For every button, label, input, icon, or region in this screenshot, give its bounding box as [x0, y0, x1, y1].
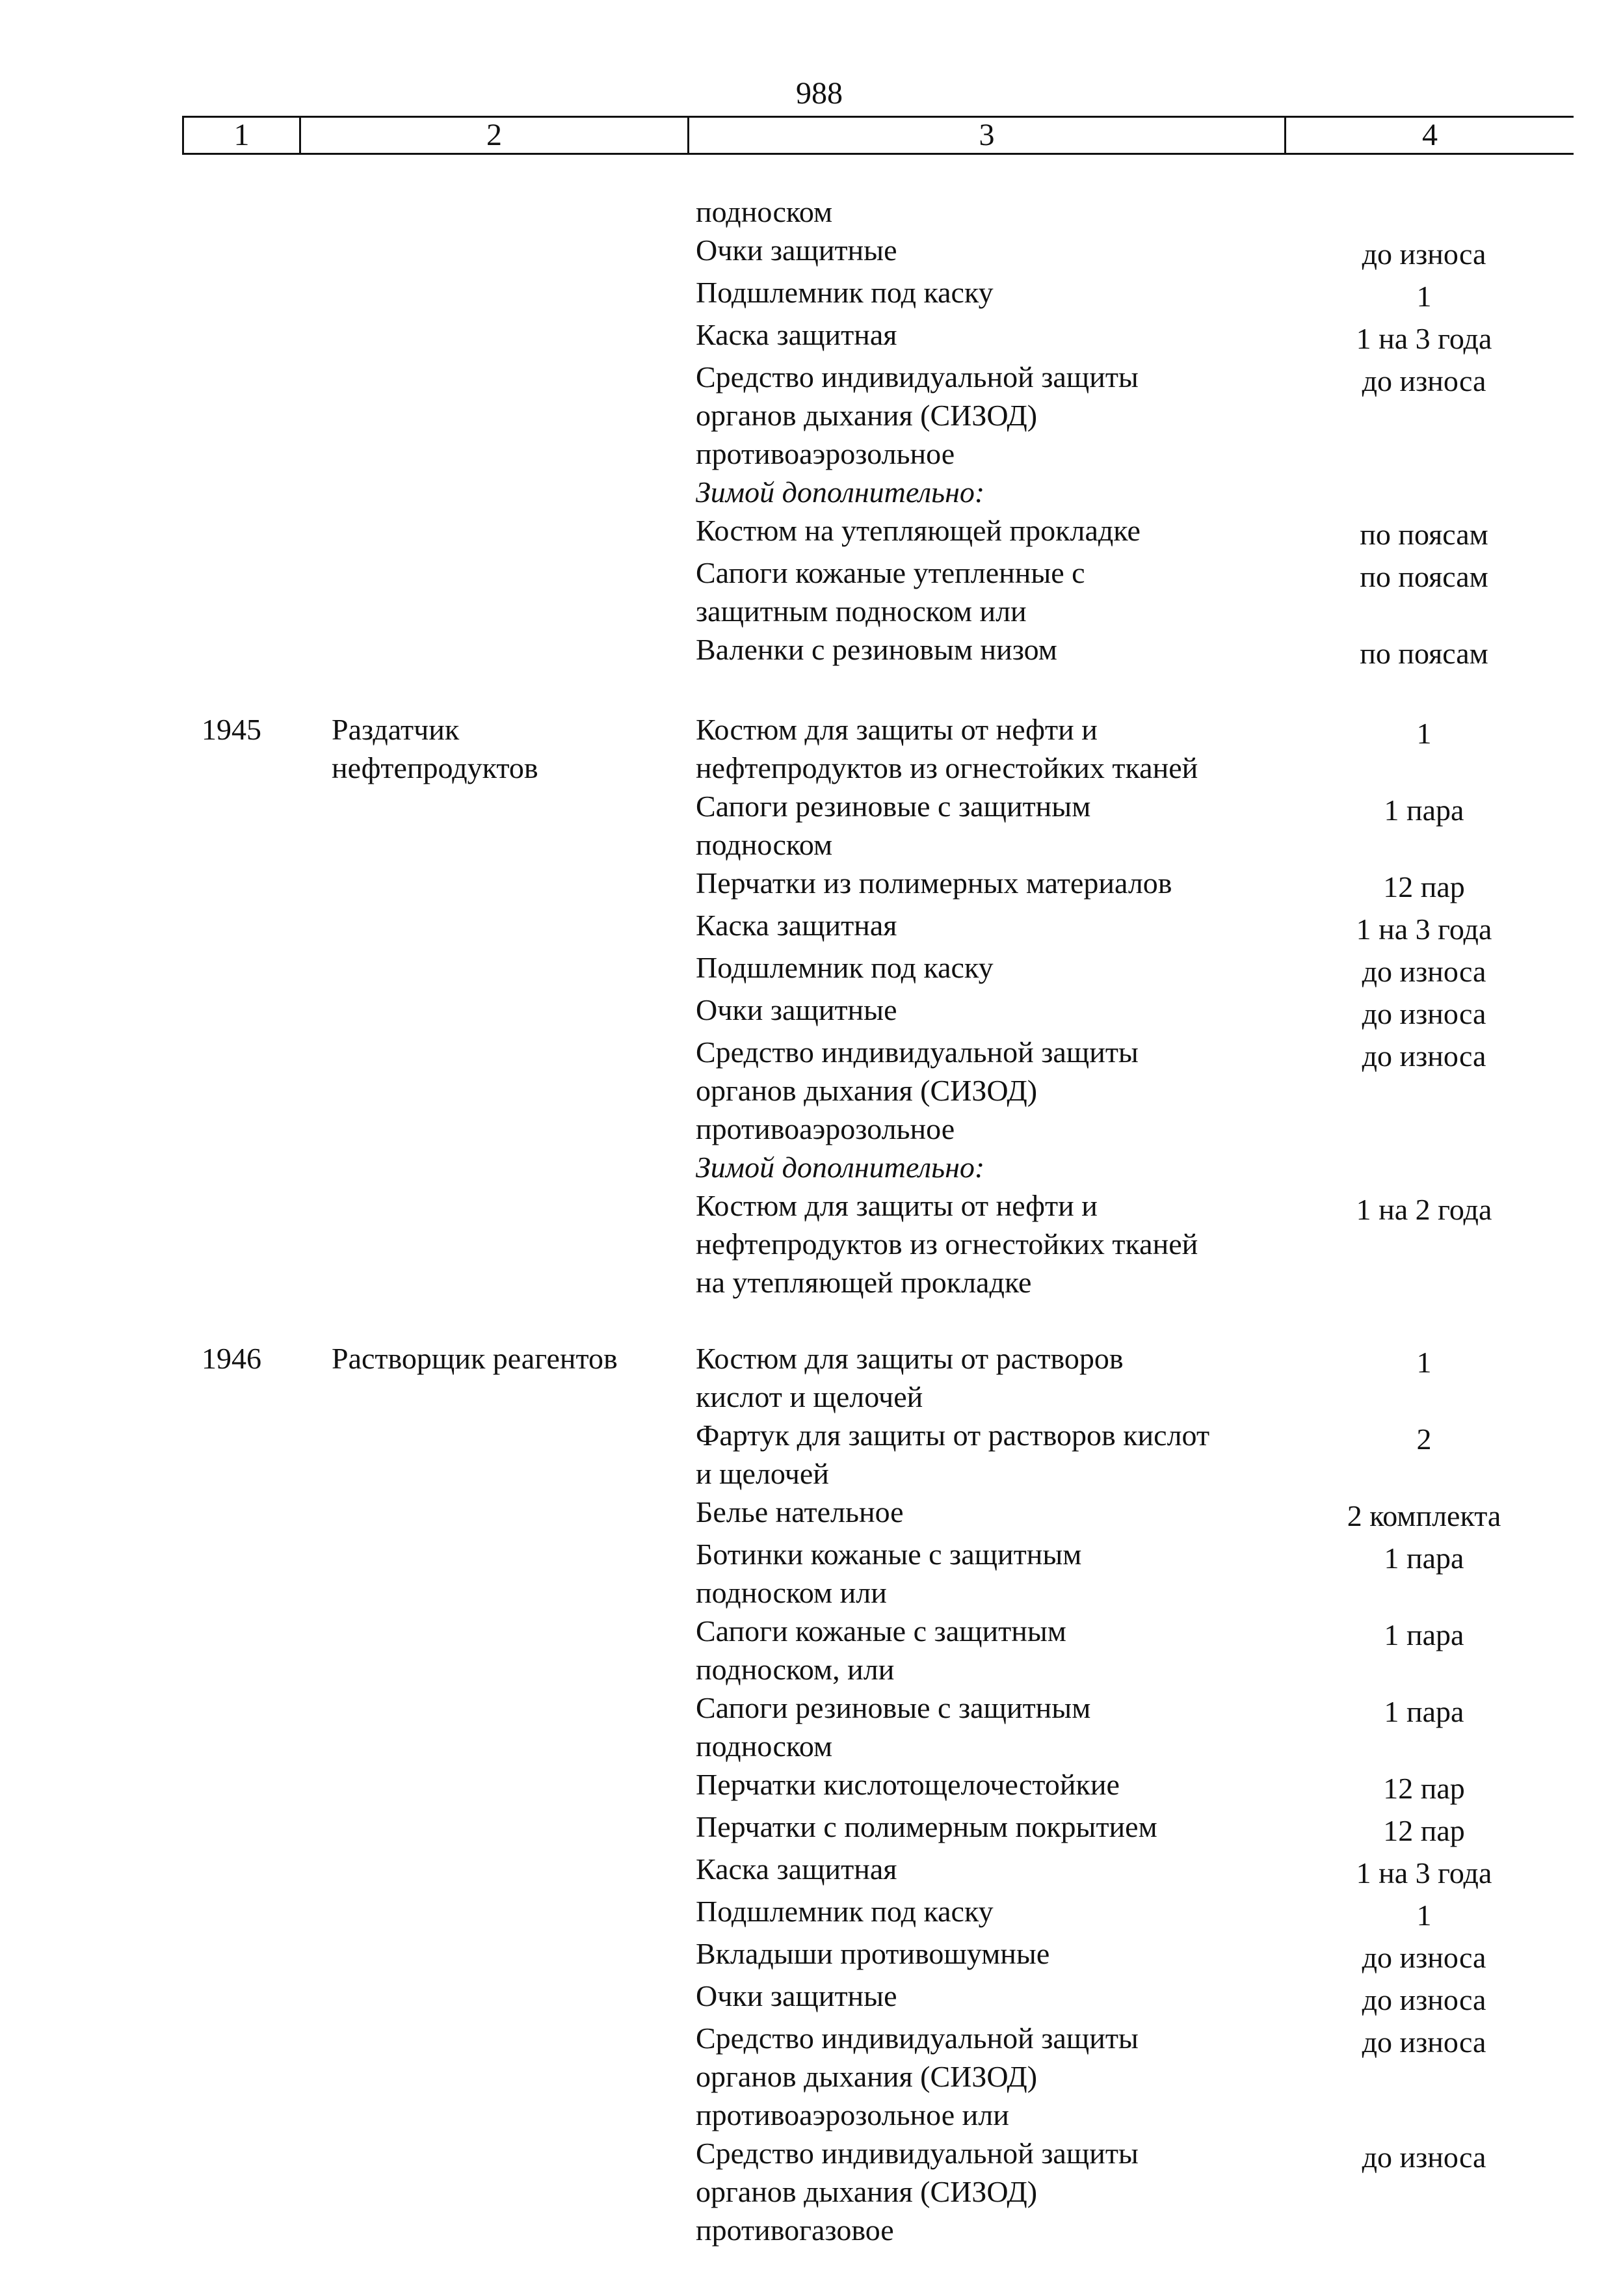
page-number: 988	[796, 76, 843, 111]
ppe-name	[689, 473, 1294, 511]
header-col-1: 1	[184, 118, 301, 153]
ppe-norm-text: до износа	[1362, 2025, 1486, 2059]
ppe-name-text: Каска защитная	[696, 909, 897, 942]
ppe-norm	[1294, 511, 1554, 554]
ppe-norm-text: 1 пара	[1384, 1695, 1464, 1728]
ppe-norm	[1294, 231, 1554, 273]
header-col-2: 2	[301, 118, 689, 153]
ppe-name	[689, 1808, 1294, 1850]
list-item	[689, 1892, 1554, 1934]
list-item	[689, 991, 1554, 1033]
ppe-norm	[1294, 1934, 1554, 1977]
ppe-name	[689, 1934, 1294, 1977]
ppe-items	[689, 1339, 1554, 2249]
entry-number-text: 1946	[202, 1342, 261, 1375]
ppe-name-text: Костюм для защиты от растворов кислот и щелочей	[696, 1342, 1124, 1413]
ppe-norm	[1294, 1689, 1554, 1765]
ppe-name	[689, 1339, 1294, 1416]
ppe-name	[689, 1765, 1294, 1808]
ppe-norm-text: до износа	[1362, 2141, 1486, 2174]
ppe-norm-text: до износа	[1362, 364, 1486, 397]
ppe-norm-text: 1	[1416, 717, 1432, 750]
ppe-norm	[1294, 710, 1554, 787]
ppe-name	[689, 2019, 1294, 2134]
ppe-name	[689, 511, 1294, 554]
ppe-name-text: Очки защитные	[696, 234, 897, 267]
ppe-norm	[1294, 2019, 1554, 2134]
ppe-norm-text: 1 на 3 года	[1356, 913, 1492, 946]
ppe-name	[689, 1850, 1294, 1892]
list-item	[689, 2134, 1554, 2249]
ppe-name	[689, 1148, 1294, 1186]
header-col-3: 3	[689, 118, 1286, 153]
ppe-norm	[1294, 906, 1554, 948]
ppe-norm	[1294, 1535, 1554, 1612]
profession-title	[332, 710, 689, 1302]
profession-title	[332, 193, 689, 673]
list-item	[689, 1033, 1554, 1148]
ppe-norm-text: 1	[1416, 1899, 1432, 1932]
ppe-norm-text: 1 пара	[1384, 1618, 1464, 1651]
ppe-norm-text: до износа	[1362, 1983, 1486, 2016]
ppe-name	[689, 1416, 1294, 1493]
ppe-norm	[1294, 787, 1554, 864]
ppe-norm	[1294, 2134, 1554, 2249]
list-item	[689, 906, 1554, 948]
list-item	[689, 358, 1554, 473]
ppe-name	[689, 948, 1294, 991]
list-item	[689, 948, 1554, 991]
ppe-norm	[1294, 554, 1554, 630]
list-item	[689, 2019, 1554, 2134]
ppe-norm	[1294, 193, 1554, 231]
ppe-name	[689, 1612, 1294, 1689]
list-item	[689, 511, 1554, 554]
ppe-norm	[1294, 1892, 1554, 1934]
entry-number-text: 1945	[202, 713, 261, 746]
ppe-norm-text: до износа	[1362, 1039, 1486, 1073]
list-item	[689, 1689, 1554, 1765]
ppe-norm	[1294, 1186, 1554, 1302]
ppe-name-text: Подшлемник под каску	[696, 276, 994, 309]
ppe-name-text: Средство индивидуальной защиты органов дыхания (СИЗОД) противоаэрозольное	[696, 360, 1139, 470]
table-row	[0, 1339, 1623, 2249]
ppe-name-text: Валенки с резиновым низом	[696, 633, 1057, 666]
list-item	[689, 1934, 1554, 1977]
ppe-norm-text: 1 пара	[1384, 794, 1464, 827]
ppe-norm-text: 12 пар	[1383, 1814, 1465, 1847]
profession-title-text: Раздатчик нефтепродуктов	[332, 713, 538, 784]
ppe-name	[689, 1186, 1294, 1302]
ppe-name-text: Подшлемник под каску	[696, 1895, 994, 1928]
ppe-items	[689, 710, 1554, 1302]
ppe-norm-text: 1 на 2 года	[1356, 1193, 1492, 1226]
ppe-norm	[1294, 1416, 1554, 1493]
ppe-norm	[1294, 1493, 1554, 1535]
ppe-name-text: подноском	[696, 195, 833, 228]
ppe-norm	[1294, 358, 1554, 473]
list-item	[689, 273, 1554, 315]
ppe-name-text: Костюм для защиты от нефти и нефтепродуктов из огнестойких тканей на утепляющей прокладке	[696, 1189, 1198, 1299]
ppe-name-text: Каска защитная	[696, 318, 897, 351]
ppe-name-text: Костюм для защиты от нефти и нефтепродуктов из огнестойких тканей	[696, 713, 1198, 784]
list-item	[689, 630, 1554, 673]
ppe-norm-text: по поясам	[1360, 518, 1488, 551]
ppe-norm	[1294, 948, 1554, 991]
ppe-name	[689, 991, 1294, 1033]
list-item	[689, 1186, 1554, 1302]
list-item	[689, 1339, 1554, 1416]
ppe-norm-text: 12 пар	[1383, 870, 1465, 903]
ppe-norm	[1294, 1850, 1554, 1892]
table-body	[0, 193, 1623, 2249]
ppe-norm	[1294, 864, 1554, 906]
ppe-name-text: Ботинки кожаные с защитным подноском или	[696, 1538, 1082, 1609]
ppe-items	[689, 193, 1554, 673]
ppe-name	[689, 315, 1294, 358]
ppe-name-text: Сапоги резиновые с защитным подноском	[696, 1691, 1091, 1763]
header-col-4: 4	[1422, 118, 1438, 152]
ppe-name	[689, 1493, 1294, 1535]
ppe-name	[689, 554, 1294, 630]
entry-gap	[0, 1302, 1623, 1339]
list-item	[689, 1765, 1554, 1808]
ppe-name	[689, 906, 1294, 948]
ppe-name-text: Средство индивидуальной защиты органов дыхания (СИЗОД) противоаэрозольное	[696, 1035, 1139, 1145]
list-item	[689, 315, 1554, 358]
ppe-name	[689, 2134, 1294, 2249]
list-item	[689, 231, 1554, 273]
list-item	[689, 787, 1554, 864]
ppe-name-text: Сапоги кожаные утепленные с защитным подноском или	[696, 556, 1085, 628]
ppe-name-text: Подшлемник под каску	[696, 951, 994, 984]
ppe-name-text: Белье нательное	[696, 1495, 904, 1528]
profession-title-text: Растворщик реагентов	[332, 1342, 618, 1375]
ppe-name-text: Очки защитные	[696, 993, 897, 1026]
list-item	[689, 710, 1554, 787]
table-row	[0, 710, 1623, 1302]
list-item	[689, 193, 1554, 231]
ppe-name-text: Сапоги кожаные с защитным подноском, или	[696, 1614, 1066, 1686]
ppe-name	[689, 710, 1294, 787]
list-item	[689, 1493, 1554, 1535]
list-item	[689, 554, 1554, 630]
ppe-norm	[1294, 1765, 1554, 1808]
ppe-name	[689, 1892, 1294, 1934]
profession-title	[332, 1339, 689, 2249]
ppe-name-text: Зимой дополнительно:	[696, 1151, 985, 1184]
ppe-name-text: Перчатки кислотощелочестойкие	[696, 1768, 1120, 1801]
ppe-name	[689, 1689, 1294, 1765]
ppe-norm-text: 2	[1416, 1422, 1432, 1456]
entry-gap	[0, 673, 1623, 710]
ppe-norm	[1294, 1033, 1554, 1148]
list-item	[689, 864, 1554, 906]
ppe-name-text: Очки защитные	[696, 1979, 897, 2012]
list-item	[689, 1148, 1554, 1186]
list-item	[689, 1612, 1554, 1689]
list-item	[689, 1416, 1554, 1493]
ppe-norm	[1294, 1148, 1554, 1186]
ppe-norm	[1294, 1808, 1554, 1850]
ppe-name	[689, 1977, 1294, 2019]
ppe-norm-text: до износа	[1362, 997, 1486, 1030]
ppe-norm	[1294, 991, 1554, 1033]
ppe-norm-text: 1	[1416, 1346, 1432, 1379]
ppe-norm-text: 1 на 3 года	[1356, 322, 1492, 355]
ppe-norm	[1294, 1339, 1554, 1416]
ppe-name-text: Каска защитная	[696, 1852, 897, 1886]
ppe-norm-text: по поясам	[1360, 560, 1488, 593]
ppe-norm-text: 1	[1416, 280, 1432, 313]
entry-number	[0, 1339, 332, 2249]
ppe-name-text: Фартук для защиты от растворов кислот и щелочей	[696, 1419, 1210, 1490]
ppe-name-text: Средство индивидуальной защиты органов дыхания (СИЗОД) противоаэрозольное или	[696, 2022, 1139, 2131]
ppe-norm	[1294, 315, 1554, 358]
ppe-norm-text: 2 комплекта	[1347, 1499, 1501, 1532]
ppe-norm	[1294, 273, 1554, 315]
ppe-name	[689, 358, 1294, 473]
ppe-norm	[1294, 1612, 1554, 1689]
list-item	[689, 1850, 1554, 1892]
ppe-name	[689, 864, 1294, 906]
ppe-name	[689, 630, 1294, 673]
list-item	[689, 473, 1554, 511]
ppe-norm-text: до износа	[1362, 955, 1486, 988]
ppe-name	[689, 1535, 1294, 1612]
ppe-norm-text: до износа	[1362, 1941, 1486, 1974]
ppe-name-text: Костюм на утепляющей прокладке	[696, 514, 1141, 547]
ppe-name-text: Сапоги резиновые с защитным подноском	[696, 790, 1091, 861]
ppe-norm	[1294, 630, 1554, 673]
list-item	[689, 1535, 1554, 1612]
ppe-name	[689, 231, 1294, 273]
table-header	[182, 116, 1574, 155]
list-item	[689, 1977, 1554, 2019]
ppe-name-text: Перчатки из полимерных материалов	[696, 866, 1172, 900]
ppe-name-text: Вкладыши противошумные	[696, 1937, 1050, 1970]
ppe-name	[689, 787, 1294, 864]
table-row	[0, 193, 1623, 673]
ppe-norm	[1294, 473, 1554, 511]
entry-number	[0, 193, 332, 673]
ppe-name-text: Зимой дополнительно:	[696, 475, 985, 509]
ppe-name-text: Средство индивидуальной защиты органов дыхания (СИЗОД) противогазовое	[696, 2137, 1139, 2247]
ppe-norm	[1294, 1977, 1554, 2019]
ppe-norm-text: по поясам	[1360, 637, 1488, 670]
list-item	[689, 1808, 1554, 1850]
ppe-norm-text: до износа	[1362, 237, 1486, 271]
ppe-name	[689, 1033, 1294, 1148]
ppe-name-text: Перчатки с полимерным покрытием	[696, 1810, 1157, 1843]
ppe-norm-text: 1 пара	[1384, 1542, 1464, 1575]
entry-number	[0, 710, 332, 1302]
ppe-norm-text: 12 пар	[1383, 1772, 1465, 1805]
ppe-name	[689, 273, 1294, 315]
ppe-norm-text: 1 на 3 года	[1356, 1856, 1492, 1889]
ppe-name	[689, 193, 1294, 231]
